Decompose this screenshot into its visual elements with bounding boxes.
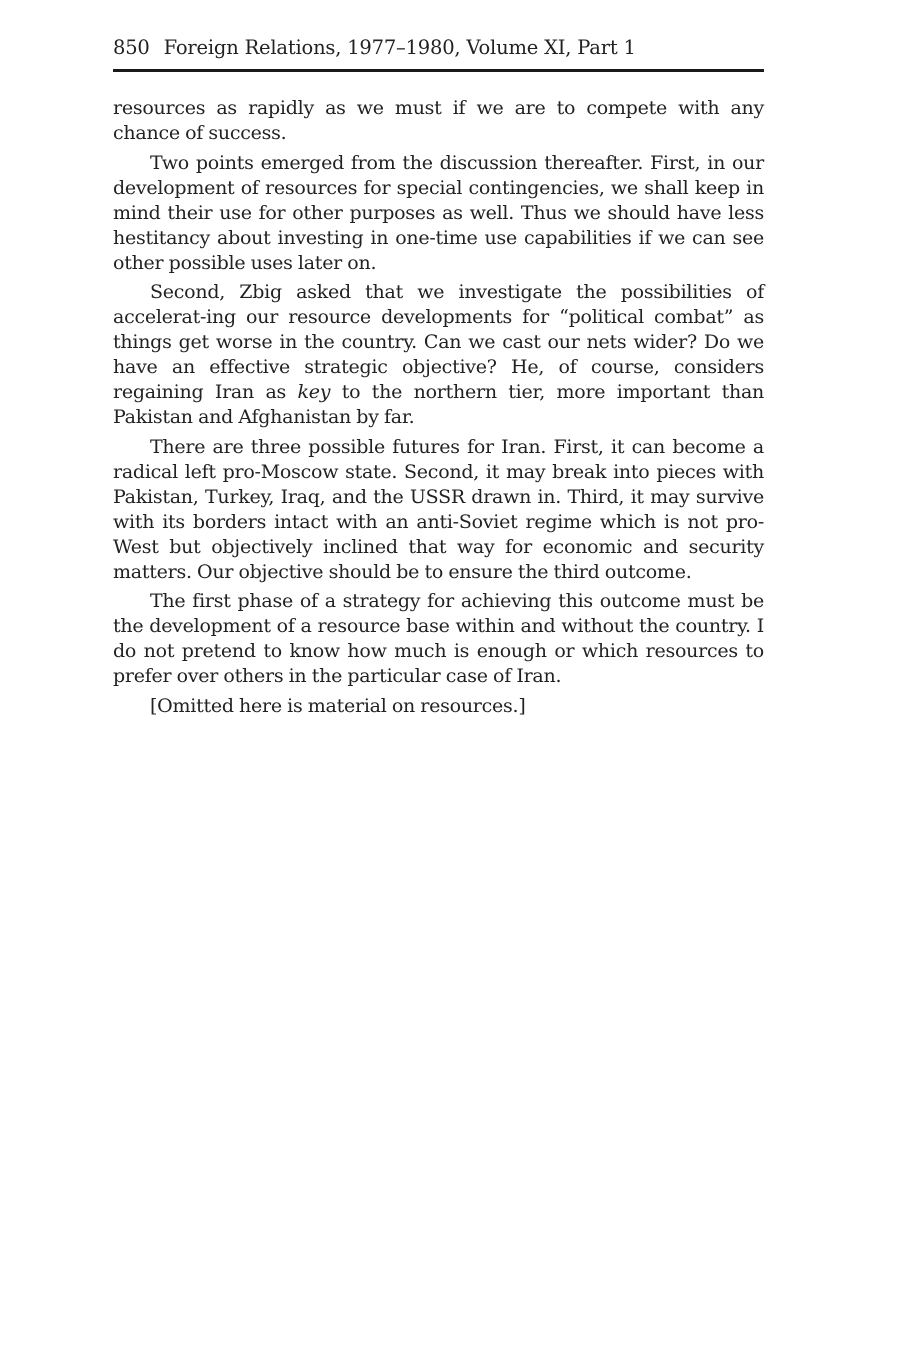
paragraph-omitted-note: [Omitted here is material on resources.] xyxy=(150,694,526,717)
running-head xyxy=(113,34,764,62)
paragraph-three-futures: There are three possible futures for Iran. First, it can become a radical left pro-Moscow state. Second, it may break into pieces with Pakistan, Turkey, Iraq, and the USSR drawn in. Third, it may survive with its borders intact with an anti-Soviet regime which is not pro-West but objectively inclined that way for economic and security matters. Our objective should be to ensure the third outcome. xyxy=(113,435,764,583)
running-head-title: Foreign Relations, 1977–1980, Volume XI, Part 1 xyxy=(163,36,636,59)
paragraph-second-zbig-text-a: Second, Zbig asked that we investigate the possibilities of accelerat-ing our resource developments for “political combat” as things get worse in the country. Can we cast our nets wider? Do we have an effective strategic objective? He, of course, considers regaining Iran as xyxy=(113,281,764,403)
document-page xyxy=(113,34,764,719)
paragraph-first-phase: The first phase of a strategy for achieving this outcome must be the development of a resource base within and without the country. I do not pretend to know how much is enough or which resources to prefer over others in the particular case of Iran. xyxy=(113,590,764,687)
header-rule xyxy=(113,69,764,72)
paragraph-second-zbig xyxy=(113,280,764,430)
emphasis-key: key xyxy=(297,381,331,403)
page-number: 850 xyxy=(113,36,150,59)
body-text xyxy=(113,96,764,719)
paragraph-continuation: resources as rapidly as we must if we are to compete with any chance of success. xyxy=(113,97,764,144)
paragraph-second-zbig-text-b: to the northern tier, more important than Pakistan and Afghanistan by far. xyxy=(113,381,765,428)
paragraph-two-points: Two points emerged from the discussion thereafter. First, in our development of resources for special contingencies, we shall keep in mind their use for other purposes as well. Thus we should have less hestitancy about investing in one-time use capabilities if we can see other possible uses later on. xyxy=(113,151,764,274)
